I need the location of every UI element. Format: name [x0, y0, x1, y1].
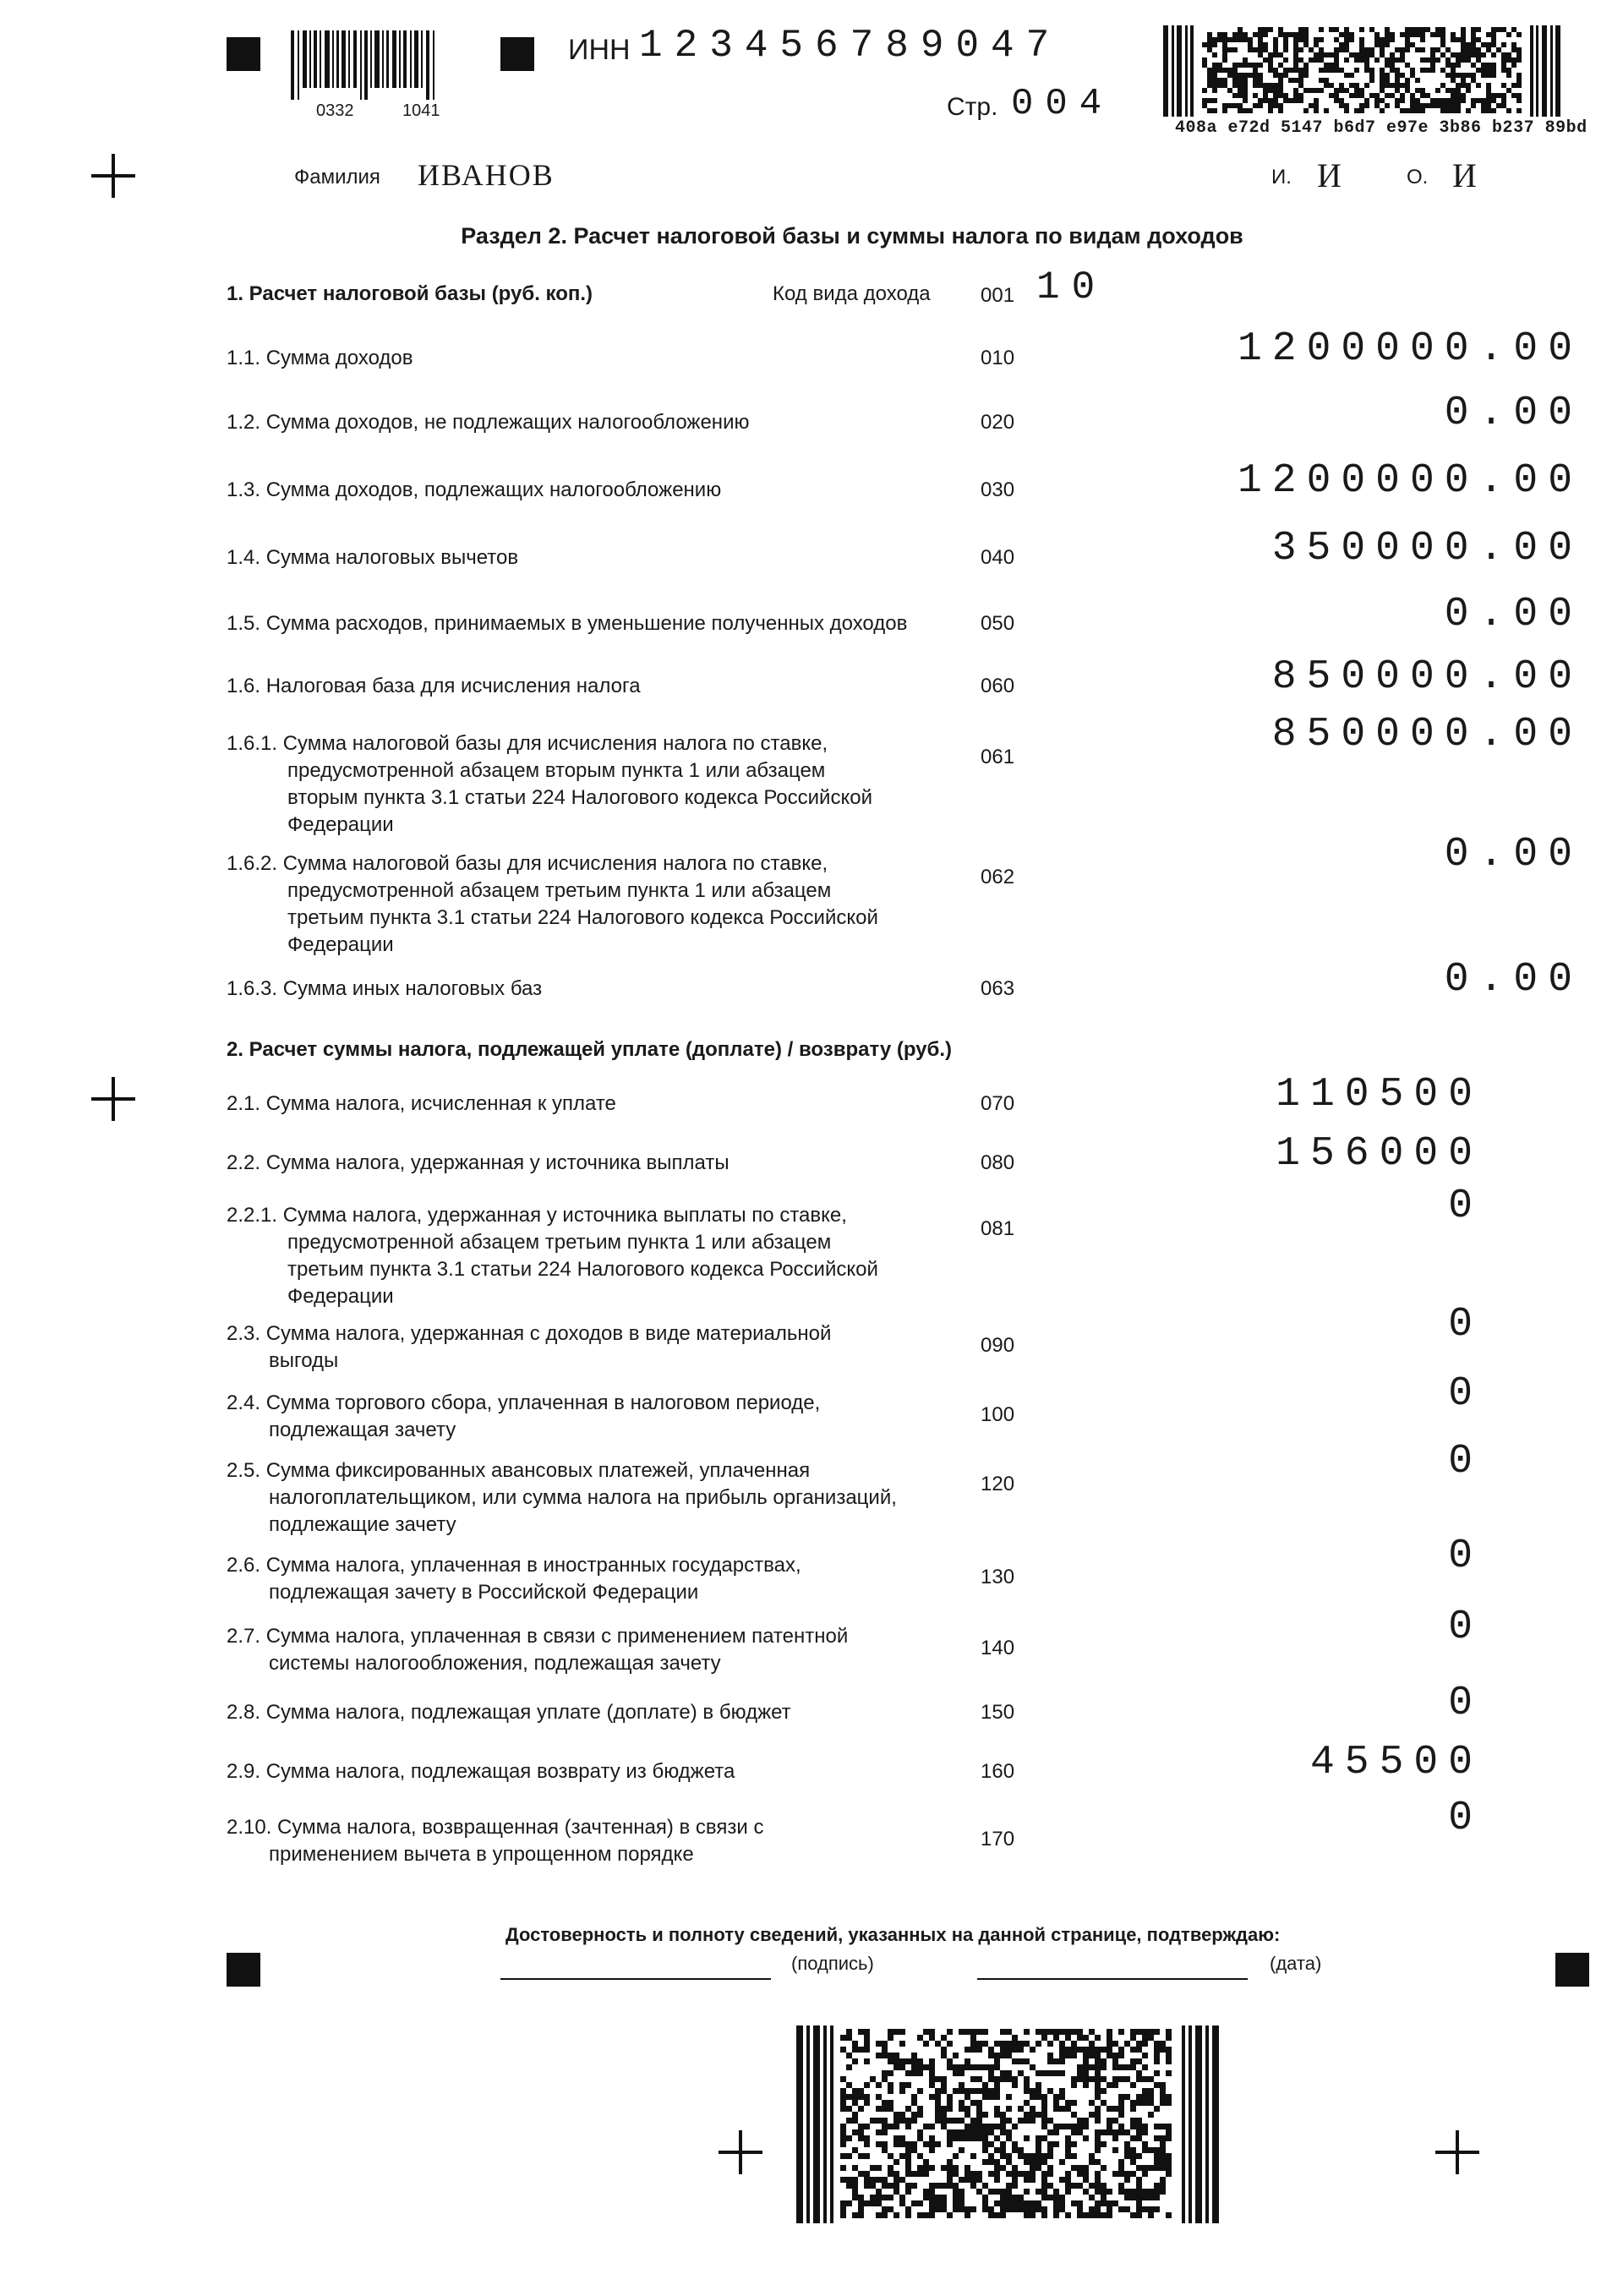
signature-label: (подпись)	[791, 1953, 874, 1974]
section1-heading: 1. Расчет налоговой базы (руб. коп.)	[227, 282, 593, 305]
row-code: 070	[981, 1092, 1015, 1115]
row-label-line: третьим пункта 3.1 статьи 224 Налогового кодекса Российской	[287, 1258, 878, 1281]
row-label	[227, 1150, 970, 1177]
row-label-line: 2.8. Сумма налога, подлежащая уплате (доплате) в бюджет	[227, 1701, 791, 1724]
row-label-line: предусмотренной абзацем вторым пункта 1 или абзацем	[287, 759, 826, 782]
row-code: 061	[981, 746, 1015, 768]
row-label	[227, 1457, 970, 1539]
row-code: 030	[981, 478, 1015, 501]
row-label-line: 2.4. Сумма торгового сбора, уплаченная в налоговом периоде,	[227, 1391, 821, 1414]
row-value[interactable]: 0	[1448, 1371, 1483, 1417]
row-value[interactable]: 0.00	[1444, 832, 1582, 877]
row-value[interactable]: 0.00	[1444, 957, 1582, 1003]
inn-label: ИНН	[568, 34, 631, 66]
row-label	[227, 544, 970, 571]
row-label-line: 1.6.1. Сумма налоговой базы для исчисления налога по ставке,	[227, 732, 828, 755]
row-code: 050	[981, 612, 1015, 635]
row-value[interactable]: 0	[1448, 1796, 1483, 1841]
row-value[interactable]: 850000.00	[1271, 654, 1582, 700]
date-line[interactable]	[977, 1978, 1248, 1980]
row-label-line: 1.4. Сумма налоговых вычетов	[227, 546, 519, 569]
row-label-line: предусмотренной абзацем третьим пункта 1 или абзацем	[287, 879, 832, 902]
row-label	[227, 610, 970, 637]
row-label-line: применением вычета в упрощенном порядке	[269, 1843, 694, 1866]
signature-line[interactable]	[500, 1978, 771, 1980]
row-value[interactable]: 1200000.00	[1237, 458, 1582, 504]
row-code: 150	[981, 1701, 1015, 1724]
row-label-line: 1.5. Сумма расходов, принимаемых в уменьшение полученных доходов	[227, 612, 908, 635]
row-label	[227, 730, 970, 839]
row-label-line: налогоплательщиком, или сумма налога на прибыль организаций,	[269, 1486, 897, 1509]
row-label	[227, 1814, 970, 1868]
row-label-line: 1.6. Налоговая база для исчисления налога	[227, 675, 641, 697]
row-label	[227, 976, 970, 1003]
confirmation-text: Достоверность и полноту сведений, указанных на данной странице, подтверждаю:	[505, 1924, 1281, 1945]
row-value[interactable]: 110500	[1276, 1072, 1483, 1118]
income-code-line: 001	[981, 284, 1015, 307]
row-label	[227, 477, 970, 504]
row-value[interactable]: 0	[1448, 1533, 1483, 1579]
row-label-line: подлежащие зачету	[269, 1513, 456, 1536]
row-code: 040	[981, 546, 1015, 569]
row-code: 062	[981, 866, 1015, 888]
page-label: Стр.	[947, 93, 998, 121]
row-value[interactable]: 0	[1448, 1681, 1483, 1726]
initial-i-value: И	[1317, 156, 1342, 194]
section2-heading: 2. Расчет суммы налога, подлежащей уплате (доплате) / возврату (руб.)	[227, 1038, 952, 1061]
row-value[interactable]: 0.00	[1444, 592, 1582, 637]
row-code: 020	[981, 411, 1015, 434]
row-label-line: 2.7. Сумма налога, уплаченная в связи с применением патентной	[227, 1625, 849, 1648]
row-label-line: третьим пункта 3.1 статьи 224 Налогового кодекса Российской	[287, 906, 878, 929]
corner-marker-icon	[500, 37, 534, 71]
income-code-value: 10	[1036, 265, 1107, 309]
row-label-line: 2.1. Сумма налога, исчисленная к уплате	[227, 1092, 616, 1115]
row-code: 080	[981, 1151, 1015, 1174]
registration-cross-icon	[91, 154, 135, 198]
row-label-line: подлежащая зачету	[269, 1419, 456, 1441]
row-label	[227, 1699, 970, 1726]
row-label-line: 2.10. Сумма налога, возвращенная (зачтенная) в связи с	[227, 1816, 764, 1839]
row-code: 010	[981, 347, 1015, 369]
income-code-label: Код вида дохода	[773, 282, 931, 305]
row-code: 120	[981, 1473, 1015, 1495]
row-label	[227, 345, 970, 372]
2d-barcode-icon	[796, 2025, 1219, 2223]
row-label-line: 2.2. Сумма налога, удержанная у источника выплаты	[227, 1151, 730, 1174]
corner-marker-icon	[227, 1953, 260, 1987]
row-label-line: 1.6.2. Сумма налоговой базы для исчисления налога по ставке,	[227, 852, 828, 875]
row-code: 063	[981, 977, 1015, 1000]
row-label	[227, 1758, 970, 1785]
row-code: 130	[981, 1566, 1015, 1588]
row-label	[227, 1552, 970, 1606]
row-label-line: вторым пункта 3.1 статьи 224 Налогового кодекса Российской	[287, 786, 872, 809]
row-code: 160	[981, 1760, 1015, 1783]
row-label-line: Федерации	[287, 933, 394, 956]
row-label	[227, 1390, 970, 1444]
row-label	[227, 409, 970, 436]
row-label-line: 2.9. Сумма налога, подлежащая возврату из бюджета	[227, 1760, 735, 1783]
registration-cross-icon	[719, 2130, 762, 2174]
surname-label: Фамилия	[294, 166, 380, 189]
row-label	[227, 1091, 970, 1118]
initial-o-label: О.	[1407, 166, 1429, 189]
corner-marker-icon	[1555, 1953, 1589, 1987]
row-label	[227, 673, 970, 700]
row-code: 170	[981, 1828, 1015, 1850]
row-value[interactable]: 350000.00	[1271, 526, 1582, 571]
row-label	[227, 1320, 970, 1375]
row-label-line: выгоды	[269, 1349, 339, 1372]
initial-i-label: И.	[1271, 166, 1292, 189]
row-label-line: 2.2.1. Сумма налога, удержанная у источника выплаты по ставке,	[227, 1204, 847, 1227]
row-label-line: Федерации	[287, 1285, 394, 1308]
barcode-number: 0332	[316, 101, 354, 120]
row-label-line: предусмотренной абзацем третьим пункта 1 или абзацем	[287, 1231, 832, 1254]
registration-cross-icon	[91, 1077, 135, 1121]
2d-barcode-icon	[1163, 25, 1560, 117]
row-code: 081	[981, 1217, 1015, 1240]
row-label	[227, 1202, 970, 1310]
row-label-line: 1.3. Сумма доходов, подлежащих налогообложению	[227, 478, 722, 501]
row-value[interactable]: 850000.00	[1271, 712, 1582, 757]
row-label-line: подлежащая зачету в Российской Федерации	[269, 1581, 699, 1604]
row-code: 140	[981, 1637, 1015, 1659]
registration-cross-icon	[1435, 2130, 1479, 2174]
barcode-hash: 408a e72d 5147 b6d7 e97e 3b86 b237 89bd	[1175, 118, 1587, 138]
inn-value: 123456789047	[639, 24, 1062, 68]
row-label	[227, 850, 970, 959]
row-value[interactable]: 156000	[1276, 1131, 1483, 1177]
row-value[interactable]: 0	[1448, 1184, 1483, 1229]
linear-barcode-icon	[291, 30, 440, 100]
row-label-line: 2.6. Сумма налога, уплаченная в иностранных государствах,	[227, 1554, 801, 1577]
row-value[interactable]: 1200000.00	[1237, 326, 1582, 372]
row-code: 100	[981, 1403, 1015, 1426]
date-label: (дата)	[1270, 1953, 1322, 1974]
row-label-line: 1.1. Сумма доходов	[227, 347, 413, 369]
row-value[interactable]: 0	[1448, 1302, 1483, 1348]
row-label-line: 2.5. Сумма фиксированных авансовых платежей, уплаченная	[227, 1459, 811, 1482]
row-value[interactable]: 0.00	[1444, 391, 1582, 436]
row-code: 060	[981, 675, 1015, 697]
row-label-line: системы налогообложения, подлежащая зачету	[269, 1652, 721, 1675]
row-label-line: 1.6.3. Сумма иных налоговых баз	[227, 977, 543, 1000]
page-number: 004	[1011, 83, 1114, 125]
initial-o-value: И	[1452, 156, 1477, 194]
section-title: Раздел 2. Расчет налоговой базы и суммы налога по видам доходов	[461, 223, 1243, 249]
row-label-line: 1.2. Сумма доходов, не подлежащих налогообложению	[227, 411, 750, 434]
row-label	[227, 1623, 970, 1677]
row-value[interactable]: 45500	[1309, 1740, 1483, 1785]
surname-value: ИВАНОВ	[418, 158, 555, 192]
row-label-line: Федерации	[287, 813, 394, 836]
row-code: 090	[981, 1334, 1015, 1357]
corner-marker-icon	[227, 37, 260, 71]
barcode-number: 1041	[402, 101, 440, 120]
row-label-line: 2.3. Сумма налога, удержанная с доходов в виде материальной	[227, 1322, 832, 1345]
row-value[interactable]: 0	[1448, 1439, 1483, 1484]
row-value[interactable]: 0	[1448, 1604, 1483, 1650]
